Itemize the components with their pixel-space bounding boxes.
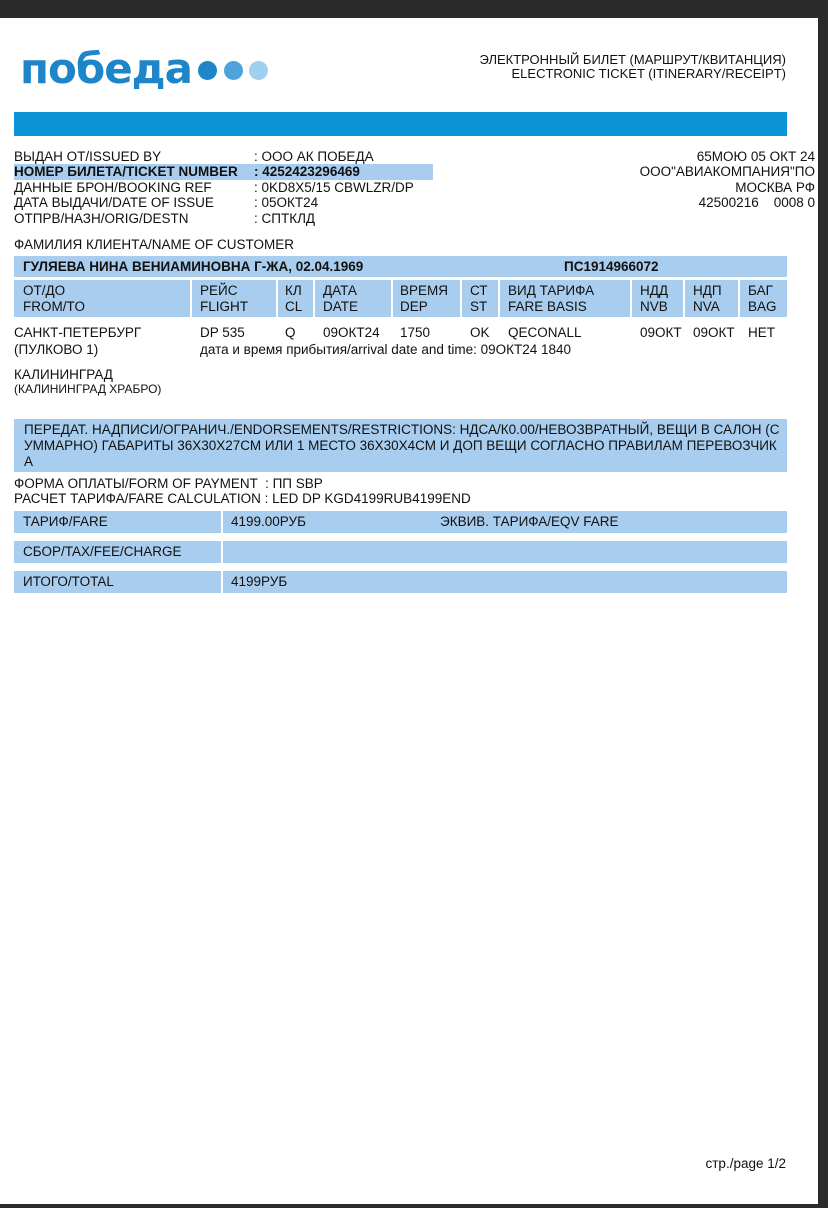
booking-ref-label: ДАННЫЕ БРОН/BOOKING REF <box>14 179 212 195</box>
col-divider <box>630 280 632 317</box>
endorsements-box <box>14 419 787 472</box>
tax-label: СБОР/TAX/FEE/CHARGE <box>23 544 182 559</box>
segment-flight: DP 535 <box>200 325 245 340</box>
fare-row <box>14 511 787 533</box>
segment-dep: 1750 <box>400 325 431 340</box>
total-row <box>14 571 787 593</box>
passenger-name: ГУЛЯЕВА НИНА ВЕНИАМИНОВНА Г-ЖА, 02.04.1969 <box>23 259 364 274</box>
agency-line-4: 42500216 0008 0 <box>698 195 815 211</box>
fare-value: 4199.00РУБ <box>231 514 306 529</box>
col-status: СТ ST <box>470 283 488 314</box>
agency-line-1: 65МОЮ 05 ОКТ 24 <box>696 149 815 164</box>
agency-line-3: МОСКВА РФ <box>735 179 815 195</box>
col-divider <box>498 280 500 317</box>
issued-by-label: ВЫДАН ОТ/ISSUED BY <box>14 149 162 164</box>
document-title-ru: ЭЛЕКТРОННЫЙ БИЛЕТ (МАРШРУТ/КВИТАНЦИЯ) <box>479 52 786 67</box>
segment-nva: 09ОКТ <box>693 325 735 340</box>
booking-ref-value: : 0KD8X5/15 CBWLZR/DP <box>254 179 414 195</box>
segment-class: Q <box>285 325 296 340</box>
passenger-bar <box>14 256 787 277</box>
segment-nvb: 09ОКТ <box>640 325 682 340</box>
col-nvb: НДД NVB <box>640 283 669 314</box>
segment-destination <box>14 367 161 397</box>
orig-destn-row <box>14 211 787 226</box>
passenger-document: ПС1914966072 <box>564 259 659 274</box>
col-divider <box>313 280 315 317</box>
logo-text: победа <box>20 44 192 93</box>
col-divider <box>460 280 462 317</box>
col-flight: РЕЙС FLIGHT <box>200 283 249 314</box>
date-of-issue-label: ДАТА ВЫДАЧИ/DATE OF ISSUE <box>14 195 214 211</box>
agency-info <box>640 149 815 211</box>
ticket-number-row <box>14 164 433 179</box>
logo-dots <box>198 61 270 85</box>
ticket-page <box>0 18 818 1204</box>
ticket-number-label: НОМЕР БИЛЕТА/TICKET NUMBER <box>14 164 238 180</box>
segment-date: 09ОКТ24 <box>323 325 380 340</box>
orig-destn-label: ОТПРВ/НАЗН/ORIG/DESTN <box>14 210 189 226</box>
destination-airport: (КАЛИНИНГРАД ХРАБРО) <box>14 382 162 396</box>
orig-destn-value: : СПТКЛД <box>254 210 316 226</box>
endorsements-text: ПЕРЕДАТ. НАДПИСИ/ОГРАНИЧ./ENDORSEMENTS/RESTRICTIONS: НДСА/К0.00/НЕВОЗВРАТНЫЙ, ВЕЩИ В САЛОН (СУММАРНО) ГАБАРИТЫ 36X30X27СМ ИЛИ 1 МЕСТО 36X30X4СМ И ДОП ВЕЩИ СОГЛАСНО ПРАВИЛАМ ПЕРЕВОЗЧИКА <box>24 422 780 469</box>
logo-dot-3 <box>249 61 268 80</box>
date-of-issue-value: : 05ОКТ24 <box>254 195 319 211</box>
customer-label: ФАМИЛИЯ КЛИЕНТА/NAME OF CUSTOMER <box>14 237 294 252</box>
logo-dot-2 <box>224 61 243 80</box>
document-title <box>480 53 786 81</box>
col-class: КЛ CL <box>285 283 303 314</box>
tax-divider <box>221 541 223 563</box>
col-divider <box>683 280 685 317</box>
fare-calculation: РАСЧЕТ ТАРИФА/FARE CALCULATION : LED DP KGD4199RUB4199END <box>14 491 471 506</box>
form-of-payment: ФОРМА ОПЛАТЫ/FORM OF PAYMENT : ПП SBP <box>14 476 323 491</box>
tax-row <box>14 541 787 563</box>
fare-divider <box>221 511 223 533</box>
total-value: 4199РУБ <box>231 574 288 589</box>
pobeda-logo <box>20 46 270 92</box>
logo-dot-1 <box>198 61 217 80</box>
issued-by-value: : ООО АК ПОБЕДА <box>254 149 374 164</box>
segment-from: САНКТ-ПЕТЕРБУРГ <box>14 325 142 340</box>
total-label: ИТОГО/TOTAL <box>23 574 114 589</box>
col-fare-basis: ВИД ТАРИФА FARE BASIS <box>508 283 595 314</box>
header-bar <box>14 112 787 136</box>
eqv-fare-label: ЭКВИВ. ТАРИФА/EQV FARE <box>440 514 619 529</box>
payment-info <box>14 476 471 506</box>
segment-bag: НЕТ <box>748 325 775 340</box>
ticket-number-value: : 4252423296469 <box>254 164 360 180</box>
segment-status: OK <box>470 325 490 340</box>
col-dep: ВРЕМЯ DEP <box>400 283 449 314</box>
col-divider <box>391 280 393 317</box>
segment-fare-basis: QECONALL <box>508 325 582 340</box>
document-title-en: ELECTRONIC TICKET (ITINERARY/RECEIPT) <box>511 66 786 81</box>
col-nva: НДП NVA <box>693 283 722 314</box>
fare-label: ТАРИФ/FARE <box>23 514 108 529</box>
col-bag: БАГ BAG <box>748 283 777 314</box>
col-date: ДАТА DATE <box>323 283 359 314</box>
destination-city: КАЛИНИНГРАД <box>14 367 113 382</box>
segment-from-airport: (ПУЛКОВО 1) <box>14 342 99 357</box>
col-divider <box>276 280 278 317</box>
segment-arrival: дата и время прибытия/arrival date and time: 09ОКТ24 1840 <box>200 342 572 357</box>
col-divider <box>190 280 192 317</box>
agency-line-2: ООО"АВИАКОМПАНИЯ"ПО <box>639 164 815 180</box>
total-divider <box>221 571 223 593</box>
col-divider <box>738 280 740 317</box>
col-from-to: ОТ/ДО FROM/TO <box>23 283 85 314</box>
page-number: стр./page 1/2 <box>705 1156 786 1171</box>
segment-table-header <box>14 280 787 317</box>
